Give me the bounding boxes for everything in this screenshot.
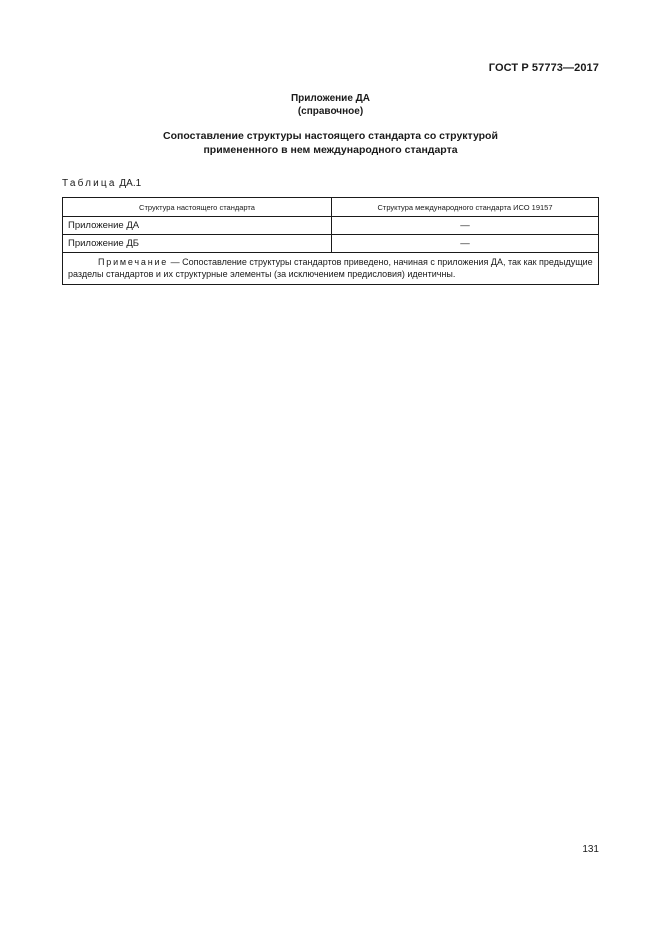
table-cell-structure: Приложение ДБ [63,235,332,253]
table-row [63,235,599,253]
column-header-national: Структура настоящего стандарта [63,198,332,217]
document-title-line-1: Сопоставление структуры настоящего стандарта со структурой [163,130,498,142]
table-cell-structure: Приложение ДА [63,217,332,235]
document-title [0,129,661,157]
table-header-row [63,198,599,217]
table-caption-number: ДА.1 [119,178,142,189]
annex-title: Приложение ДА [290,93,371,104]
standard-id: ГОСТ Р 57773—2017 [488,62,599,74]
annex-kind: (справочное) [297,106,364,117]
annex-heading [0,92,661,118]
table-cell-iso: — [332,217,599,235]
table-caption [62,178,141,189]
column-header-international: Структура международного стандарта ИСО 19157 [332,198,599,217]
table-note [63,253,599,285]
document-title-line-2: примененного в нем международного стандарта [203,144,458,156]
comparison-table [62,197,599,285]
table-note-row [63,253,599,285]
page-number: 131 [582,844,599,855]
table-row [63,217,599,235]
table-cell-iso: — [332,235,599,253]
table-caption-label: Таблица [62,178,117,189]
note-text: — Сопоставление структуры стандартов приведено, начиная с приложения ДА, так как предыдущие разделы стандартов и их структурные элементы (за исключением предисловия) идентичны. [68,257,593,279]
note-label: Примечание [98,257,169,267]
